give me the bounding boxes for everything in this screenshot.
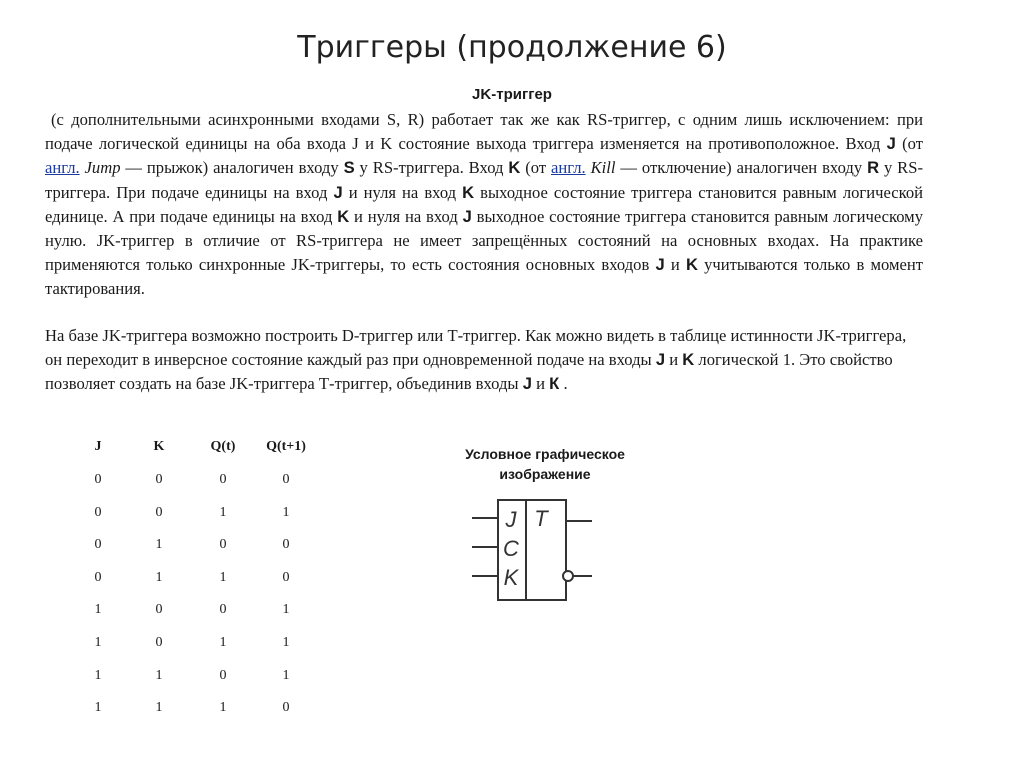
table-cell: 1 [219, 700, 227, 716]
table-cell: 0 [282, 472, 290, 487]
symbol-label-t: T [534, 506, 548, 531]
section-subtitle: JK-триггер [472, 86, 552, 103]
table-cell: 1 [94, 700, 102, 716]
table-cell: 0 [94, 472, 102, 487]
table-cell: 0 [219, 602, 227, 618]
table-cell: 0 [155, 602, 163, 618]
table-cell: 0 [94, 504, 102, 520]
table-cell: 1 [282, 504, 290, 520]
slide-title: Триггеры (продолжение 6) [297, 30, 727, 65]
symbol-caption-line-1: Условное графическое [465, 446, 625, 462]
table-cell: 1 [94, 602, 102, 618]
table-header-qt1: Q(t+1) [266, 439, 306, 454]
table-cell: 1 [282, 635, 290, 650]
table-cell: 0 [155, 472, 163, 487]
description-paragraph-2: На базе JK-триггера возможно построить D-триггер или Т-триггер. Как можно видеть в таблице истинности JK-триггера, он переходит в инверсное состояние каждый раз при одновременной подаче на входы J и K логической 1. Это свойство позволяет создать на базе JK-триггера Т-триггер, объединив входы J и К . [45, 326, 907, 394]
symbol-label-j: J [505, 507, 517, 532]
table-cell: 0 [282, 700, 290, 716]
table-cell: 0 [219, 537, 227, 553]
table-cell: 1 [94, 635, 102, 650]
english-link-jump[interactable]: англ. [45, 158, 80, 178]
table-cell: 0 [155, 504, 163, 520]
table-header-k: K [153, 439, 165, 454]
table-cell: 0 [94, 537, 102, 553]
table-cell: 1 [282, 602, 290, 618]
table-cell: 0 [219, 472, 227, 487]
description-paragraph-1: (с дополнительными асинхронными входами S, R) работает так же как RS-триггер, с одним лишь исключением: при подаче логической единицы на оба входа J и K состояние выхода триггера изменяется на противоположное. Вход J (от англ. Jump — прыжок) аналогичен входу S у RS-триггера. Вход K (от англ. Kill — отключение) аналогичен входу R у RS-триггера. При подаче единицы на вход J и нуля на вход K выходное состояние триггера становится равным логической единице. А при подаче единицы на вход K и нуля на вход J выходное состояние триггера становится равным логическому нулю. JK-триггер в отличие от RS-триггера не имеет запрещённых состояний на основных входах. На практике применяются только синхронные JK-триггеры, то есть состояния основных входов J и K учитываются только в момент тактирования. [45, 110, 923, 299]
symbol-label-c: C [503, 536, 519, 561]
english-link-kill[interactable]: англ. [551, 158, 586, 178]
table-cell: 0 [155, 635, 163, 650]
table-cell: 1 [155, 569, 163, 585]
inverted-output-bubble [563, 571, 573, 581]
table-cell: 1 [155, 667, 163, 683]
table-header-qt: Q(t) [210, 439, 236, 454]
table-cell: 1 [219, 635, 227, 650]
symbol-caption-line-2: изображение [499, 466, 591, 482]
table-cell: 1 [282, 667, 290, 683]
table-header-j: J [94, 439, 102, 454]
table-cell: 1 [219, 504, 227, 520]
table-cell: 0 [94, 569, 102, 585]
table-cell: 1 [219, 569, 227, 585]
table-cell: 0 [282, 569, 290, 585]
table-cell: 1 [155, 537, 163, 553]
table-cell: 0 [282, 537, 290, 553]
symbol-label-k: K [503, 565, 519, 590]
table-cell: 1 [155, 700, 163, 716]
table-cell: 1 [94, 667, 102, 683]
table-cell: 0 [219, 667, 227, 683]
